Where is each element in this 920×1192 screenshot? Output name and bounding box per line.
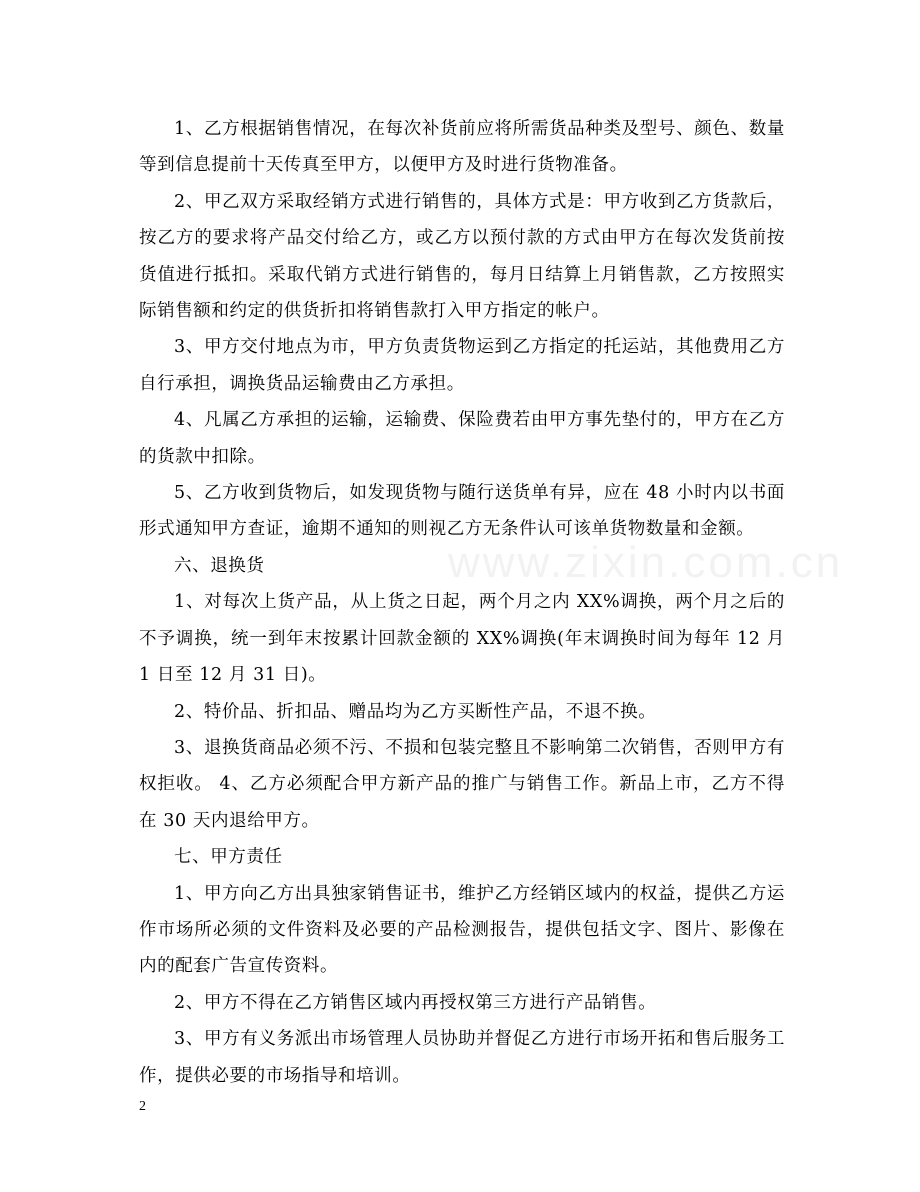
paragraph: 3、甲方有义务派出市场管理人员协助并督促乙方进行市场开拓和售后服务工作，提供必要的市场指导和培训。 — [139, 1029, 785, 1086]
paragraph: 3、退换货商品必须不污、不损和包装完整且不影响第二次销售，否则甲方有权拒收。 4、乙方必须配合甲方新产品的推广与销售工作。新品上市，乙方不得在 30 天内退给甲方。 — [139, 737, 785, 831]
paragraph: 2、甲乙双方采取经销方式进行销售的，具体方式是：甲方收到乙方货款后，按乙方的要求将产品交付给乙方，或乙方以预付款的方式由甲方在每次发货前按货值进行抵扣。采取代销方式进行销售的，每月日结算上月销售款，乙方按照实际销售额和约定的供货折扣将销售款打入甲方指定的帐户。 — [139, 191, 785, 322]
document-body — [139, 111, 785, 1094]
paragraph: 4、凡属乙方承担的运输，运输费、保险费若由甲方事先垫付的，甲方在乙方的货款中扣除。 — [139, 410, 785, 467]
paragraph: 2、甲方不得在乙方销售区域内再授权第三方进行产品销售。 — [174, 992, 657, 1013]
paragraph: 5、乙方收到货物后，如发现货物与随行送货单有异，应在 48 小时内以书面形式通知甲方查证，逾期不通知的则视乙方无条件认可该单货物数量和金额。 — [139, 483, 785, 540]
paragraph: 3、甲方交付地点为市，甲方负责货物运到乙方指定的托运站，其他费用乙方自行承担，调换货品运输费由乙方承担。 — [139, 337, 785, 394]
section-heading: 六、退换货 — [174, 555, 265, 576]
paragraph: 1、甲方向乙方出具独家销售证书，维护乙方经销区域内的权益，提供乙方运作市场所必须的文件资料及必要的产品检测报告，提供包括文字、图片、影像在内的配套广告宣传资料。 — [139, 883, 785, 977]
page-number: 2 — [139, 1099, 146, 1114]
paragraph: 1、对每次上货产品，从上货之日起，两个月之内 XX%调换，两个月之后的不予调换，统一到年末按累计回款金额的 XX%调换(年末调换时间为每年 12 月 1 日至 12 月 31 日)。 — [139, 592, 785, 686]
section-heading: 七、甲方责任 — [174, 847, 283, 868]
watermark: www.zixin.com.cn — [448, 538, 844, 587]
paragraph: 1、乙方根据销售情况，在每次补货前应将所需货品种类及型号、颜色、数量等到信息提前十天传真至甲方，以便甲方及时进行货物准备。 — [139, 119, 785, 176]
paragraph: 2、特价品、折扣品、赠品均为乙方买断性产品，不退不换。 — [174, 701, 657, 722]
